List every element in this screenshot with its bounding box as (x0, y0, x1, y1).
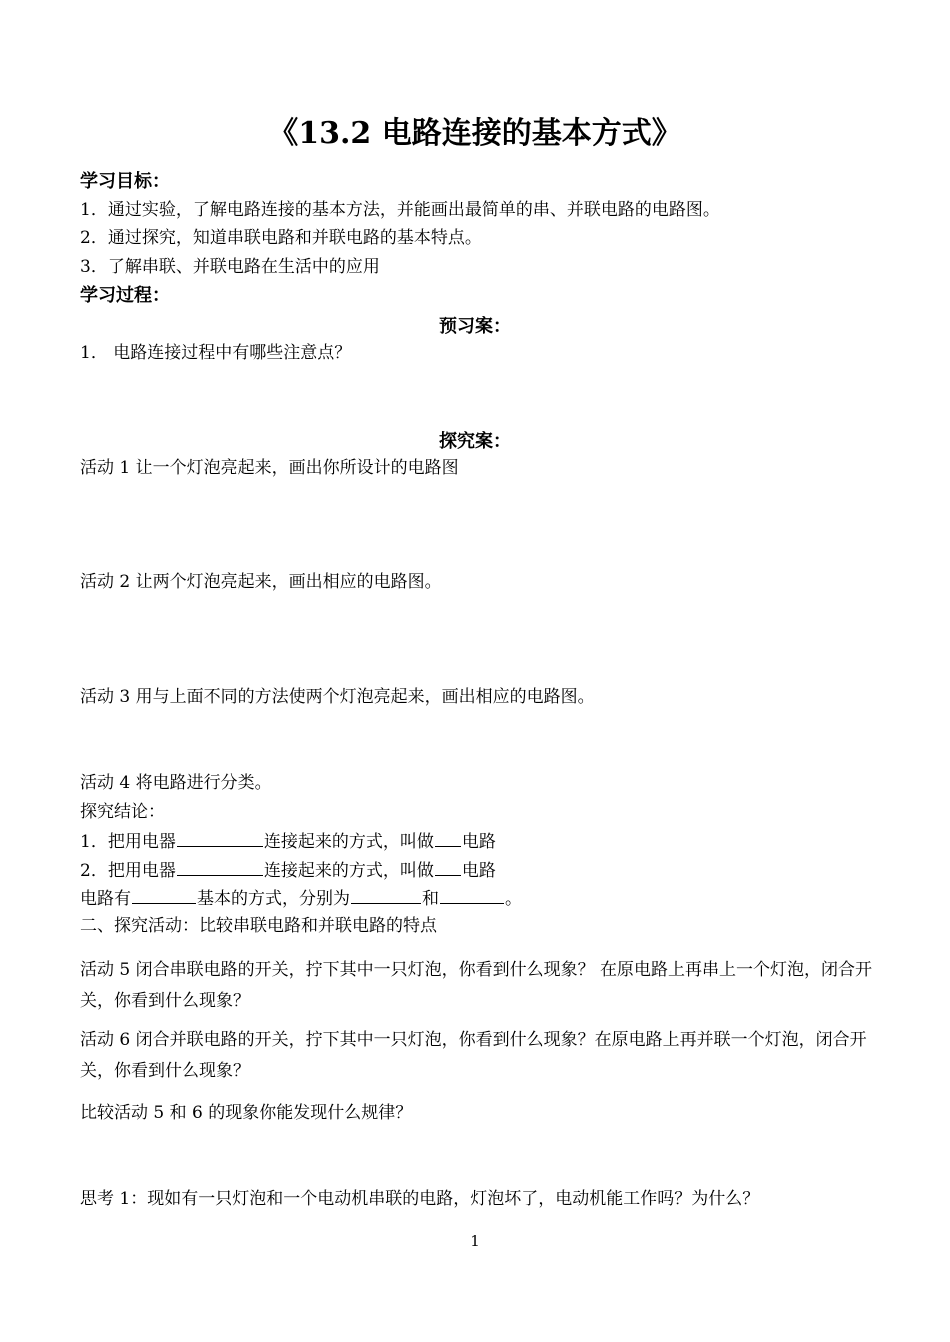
conclusion-2-text-c: 电路 (461, 861, 496, 881)
think-question-1: 思考 1：现如有一只灯泡和一个电动机串联的电路，灯泡坏了，电动机能工作吗？为什么？ (80, 1189, 760, 1209)
conclusion-3-text-d: 。 (505, 889, 522, 909)
goal-2: 2．通过探究，知道串联电路和并联电路的基本特点。 (80, 228, 482, 248)
activity-5: 活动 5 闭合串联电路的开关，拧下其中一只灯泡，你看到什么现象？ 在原电路上再串上一个灯泡，闭合开关，你看到什么现象？ (80, 960, 873, 1011)
goal-3: 3．了解串联、并联电路在生活中的应用 (80, 257, 380, 277)
preview-question: 1． 电路连接过程中有哪些注意点？ (80, 343, 352, 363)
compare-question: 比较活动 5 和 6 的现象你能发现什么规律？ (80, 1103, 413, 1123)
fill-blank[interactable] (435, 828, 461, 847)
process-heading: 学习过程： (80, 285, 170, 306)
conclusion-3-text-a: 电路有 (80, 889, 131, 909)
conclusion-1-text-c: 电路 (461, 832, 496, 852)
fill-blank[interactable] (177, 857, 263, 876)
fill-blank[interactable] (435, 857, 461, 876)
fill-blank[interactable] (177, 828, 263, 847)
section-2-heading: 二、探究活动：比较串联电路和并联电路的特点 (80, 916, 437, 936)
conclusion-3 (80, 885, 522, 911)
goal-1: 1．通过实验，了解电路连接的基本方法，并能画出最简单的串、并联电路的电路图。 (80, 200, 720, 220)
fill-blank[interactable] (351, 885, 421, 904)
conclusion-1-text-b: 连接起来的方式，叫做 (263, 832, 434, 852)
page-number: 1 (470, 1232, 480, 1250)
conclusion-heading: 探究结论： (80, 802, 165, 822)
page-title: 《13.2 电路连接的基本方式》 (268, 116, 682, 151)
activity-4: 活动 4 将电路进行分类。 (80, 773, 272, 793)
conclusion-2-text-b: 连接起来的方式，叫做 (263, 861, 434, 881)
conclusion-3-text-b: 基本的方式，分别为 (197, 889, 350, 909)
activity-3: 活动 3 用与上面不同的方法使两个灯泡亮起来，画出相应的电路图。 (80, 687, 595, 707)
goals-heading: 学习目标： (80, 171, 170, 192)
explore-heading: 探究案： (439, 431, 511, 452)
preview-heading: 预习案： (439, 316, 511, 337)
conclusion-1-text-a: 1．把用电器 (80, 832, 176, 852)
conclusion-1 (80, 828, 496, 854)
fill-blank[interactable] (440, 885, 504, 904)
activity-2: 活动 2 让两个灯泡亮起来，画出相应的电路图。 (80, 572, 442, 592)
conclusion-3-text-c: 和 (422, 889, 439, 909)
activity-1: 活动 1 让一个灯泡亮起来，画出你所设计的电路图 (80, 458, 459, 478)
conclusion-2 (80, 857, 496, 883)
conclusion-2-text-a: 2．把用电器 (80, 861, 176, 881)
fill-blank[interactable] (132, 885, 196, 904)
activity-6: 活动 6 闭合并联电路的开关，拧下其中一只灯泡，你看到什么现象？在原电路上再并联一个灯泡，闭合开关，你看到什么现象？ (80, 1030, 867, 1081)
